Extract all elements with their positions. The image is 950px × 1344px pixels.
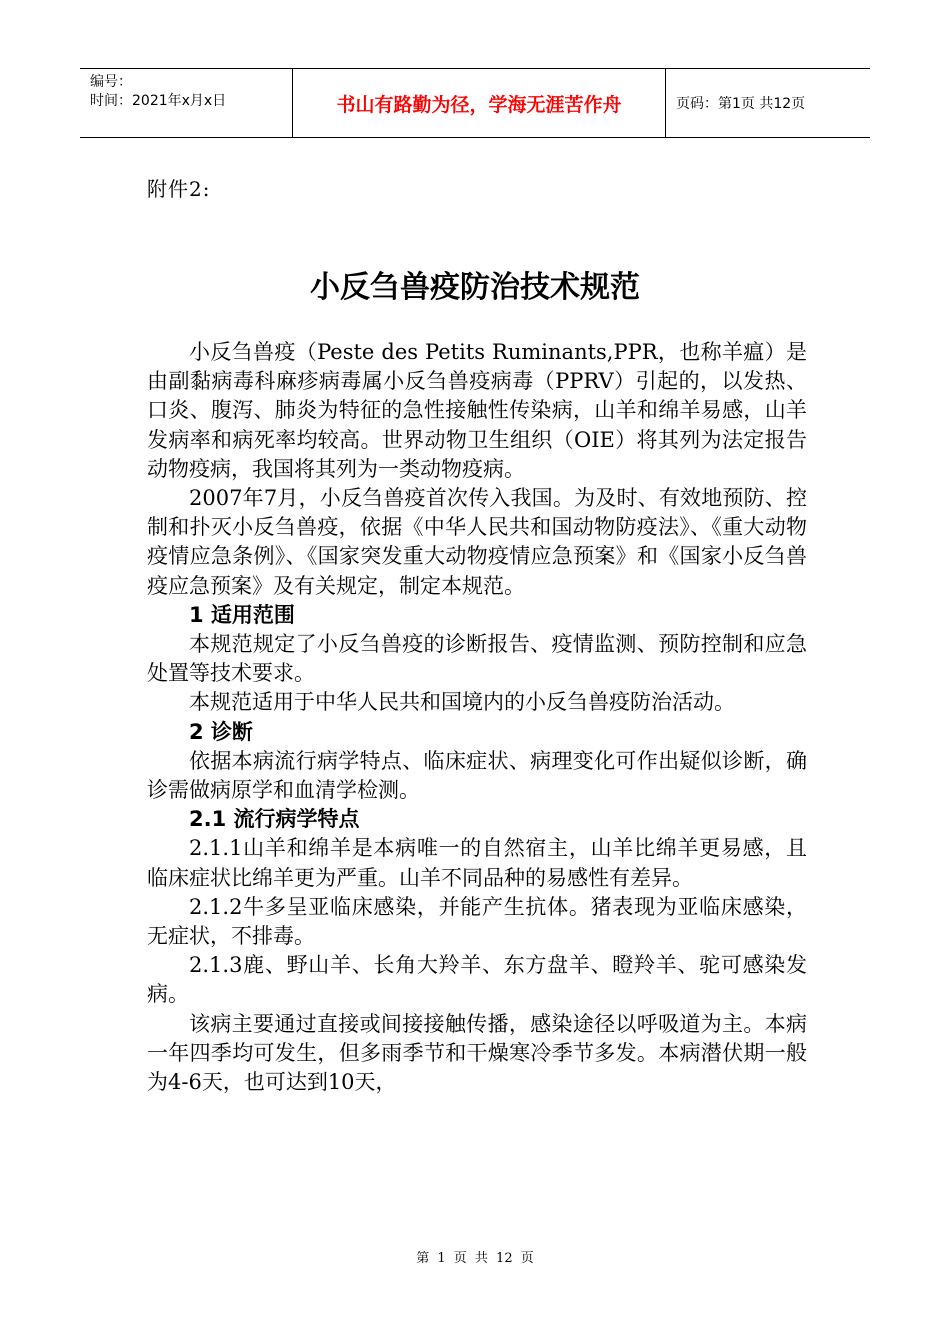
document-title: 小反刍兽疫防治技术规范 [310,270,640,305]
header-motto: 书山有路勤为径，学海无涯苦作舟 [292,69,666,137]
page-footer: 第 1 页 共 12 页 [416,1251,534,1266]
document-body [147,338,807,1097]
body-paragraph: 小反刍兽疫（Peste des Petits Ruminants,PPR，也称羊瘟）是由副黏病毒科麻疹病毒属小反刍兽疫病毒（PPRV）引起的，以发热、口炎、腹泻、肺炎为特征的急性接触性传染病，山羊和绵羊易感，山羊发病率和病死率均较高。世界动物卫生组织（OIE）将其列为法定报告动物疫病，我国将其列为一类动物疫病。 [147,340,807,481]
section-heading: 2 诊断 [189,719,253,744]
page-header [80,68,870,138]
section-heading: 2.1 流行病学特点 [189,807,360,832]
header-info-cell [80,69,292,137]
body-paragraph: 依据本病流行病学特点、临床症状、病理变化可作出疑似诊断，确诊需做病原学和血清学检测。 [147,748,807,803]
document-time-label: 时间：2021年x月x日 [90,93,227,109]
body-paragraph: 2.1.3鹿、野山羊、长角大羚羊、东方盘羊、瞪羚羊、驼可感染发病。 [147,953,807,1007]
section-heading: 1 适用范围 [189,602,295,627]
body-paragraph: 2.1.2牛多呈亚临床感染，并能产生抗体。猪表现为亚临床感染，无症状，不排毒。 [147,894,807,949]
body-paragraph: 本规范适用于中华人民共和国境内的小反刍兽疫防治活动。 [189,690,735,715]
body-paragraph: 2007年7月，小反刍兽疫首次传入我国。为及时、有效地预防、控制和扑灭小反刍兽疫，依据《中华人民共和国动物防疫法》、《重大动物疫情应急条例》、《国家突发重大动物疫情应急预案》和《国家小反刍兽疫应急预案》及有关规定，制定本规范。 [147,486,807,598]
attachment-label: 附件2: [147,177,211,201]
document-number-label: 编号： [90,74,132,90]
body-paragraph: 本规范规定了小反刍兽疫的诊断报告、疫情监测、预防控制和应急处置等技术要求。 [147,632,807,686]
body-paragraph: 2.1.1山羊和绵羊是本病唯一的自然宿主，山羊比绵羊更易感，且临床症状比绵羊更为严重。山羊不同品种的易感性有差异。 [147,836,807,890]
header-page-info: 页码：第1页 共12页 [676,96,806,112]
body-paragraph: 该病主要通过直接或间接接触传播，感染途径以呼吸道为主。本病一年四季均可发生，但多雨季节和干燥寒冷季节多发。本病潜伏期一般为4-6天，也可达到10天， [147,1011,807,1095]
